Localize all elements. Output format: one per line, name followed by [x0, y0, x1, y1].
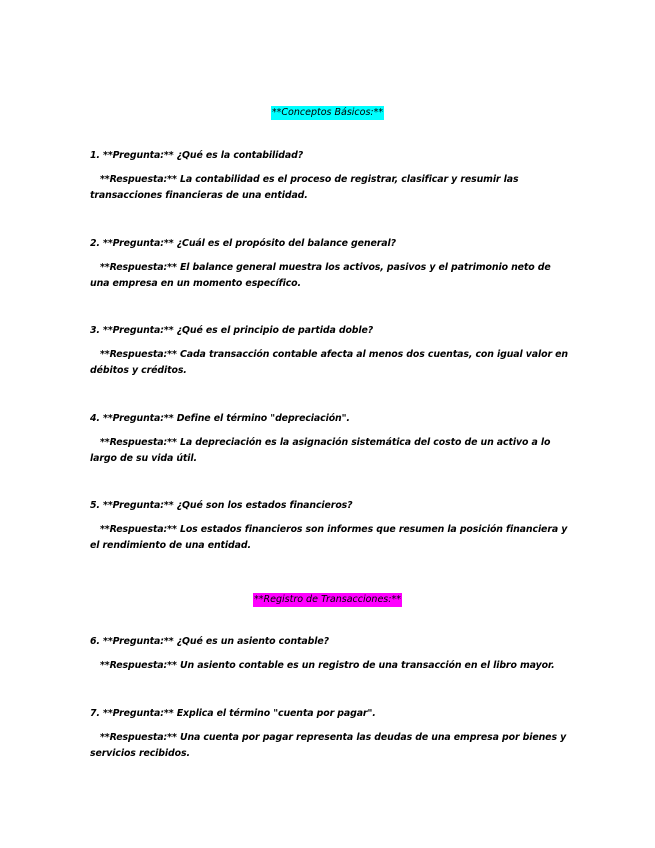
question-text: 7. **Pregunta:** Explica el término "cuenta por pagar".: [90, 708, 376, 719]
answer-text: **Respuesta:** Los estados financieros son informes que resumen la posición financiera y el rendimiento de una entidad.: [90, 524, 568, 551]
section-heading-row: [0, 587, 655, 607]
qa-item: [90, 148, 570, 204]
answer-text: **Respuesta:** La depreciación es la asignación sistemática del costo de un activo a lo largo de su vida útil.: [90, 437, 551, 464]
answer-text: **Respuesta:** La contabilidad es el proceso de registrar, clasificar y resumir las transacciones financieras de una entidad.: [90, 174, 519, 201]
answer-text: **Respuesta:** El balance general muestra los activos, pasivos y el patrimonio neto de una empresa en un momento específico.: [90, 262, 551, 289]
section-heading: **Conceptos Básicos:**: [271, 107, 384, 118]
qa-item: [90, 634, 570, 674]
qa-item: [90, 236, 570, 292]
section-heading-row: [0, 100, 655, 120]
answer-text: **Respuesta:** Una cuenta por pagar representa las deudas de una empresa por bienes y servicios recibidos.: [90, 732, 567, 759]
answer-text: **Respuesta:** Un asiento contable es un registro de una transacción en el libro mayor.: [100, 660, 555, 671]
qa-item: [90, 498, 570, 554]
question-text: 2. **Pregunta:** ¿Cuál es el propósito del balance general?: [90, 238, 396, 249]
question-text: 6. **Pregunta:** ¿Qué es un asiento contable?: [90, 636, 329, 647]
question-text: 4. **Pregunta:** Define el término "depreciación".: [90, 413, 350, 424]
question-text: 5. **Pregunta:** ¿Qué son los estados financieros?: [90, 500, 353, 511]
qa-item: [90, 706, 570, 762]
qa-item: [90, 323, 570, 379]
qa-item: [90, 411, 570, 467]
question-text: 1. **Pregunta:** ¿Qué es la contabilidad?: [90, 150, 304, 161]
answer-text: **Respuesta:** Cada transacción contable afecta al menos dos cuentas, con igual valor en débitos y créditos.: [90, 349, 569, 376]
question-text: 3. **Pregunta:** ¿Qué es el principio de partida doble?: [90, 325, 374, 336]
section-heading: **Registro de Transacciones:**: [254, 594, 401, 605]
